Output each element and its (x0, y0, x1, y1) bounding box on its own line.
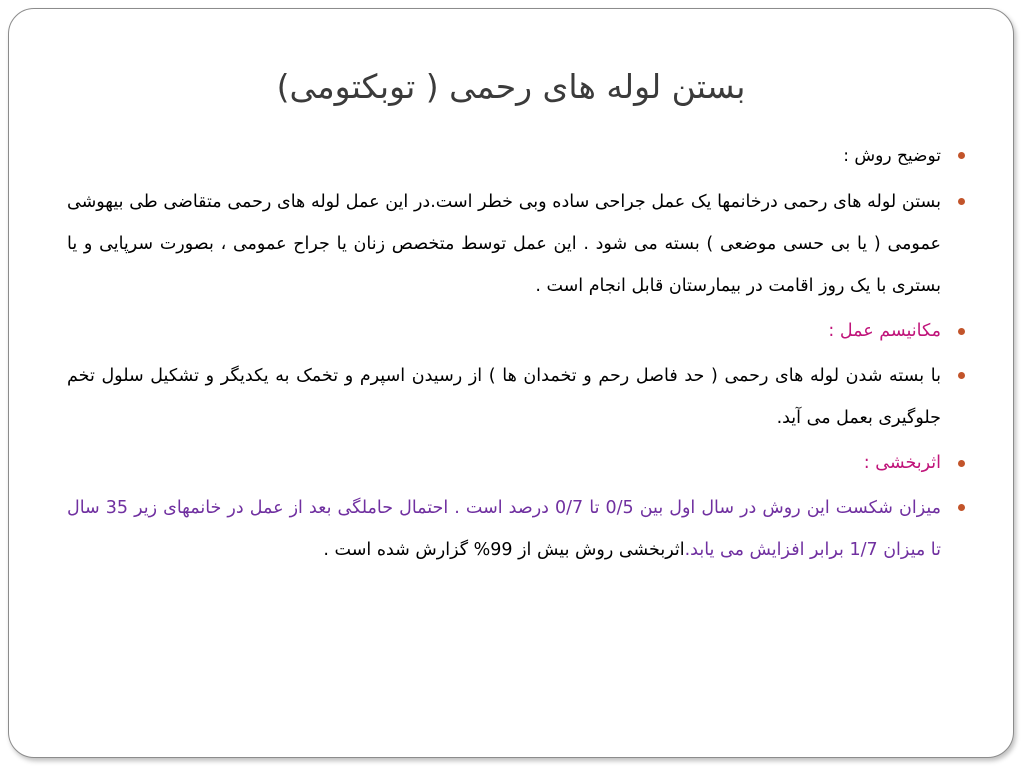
bullet-effectiveness-description (67, 487, 967, 571)
slide-title: بستن لوله های رحمی ( توبکتومی) (276, 67, 746, 106)
bullet-mechanism-description: با بسته شدن لوله های رحمی ( حد فاصل رحم و تخمدان ها ) از رسیدن اسپرم و تخمک به یکدیگر و تشکیل سلول تخم جلوگیری بعمل می آید. (67, 355, 967, 439)
bullet-method-description: بستن لوله های رحمی درخانمها یک عمل جراحی ساده وبی خطر است.در این عمل لوله های رحمی متقاضی طی بیهوشی عمومی ( یا بی حسی موضعی ) بسته می شود . این عمل توسط متخصص زنان یا جراح عمومی ، بصورت سرپایی و یا بستری با یک روز اقامت در بیمارستان قابل انجام است . (67, 181, 967, 307)
bullet-mechanism-heading: مکانیسم عمل : (67, 311, 967, 351)
failure-rate-text: میزان شکست این روش در سال اول بین 0/5 تا 0/7 درصد است . احتمال حاملگی بعد از عمل در خانمهای زیر 35 سال تا میزان 1/7 برابر افزایش می یابد. (67, 498, 942, 560)
slide-frame (8, 8, 1014, 758)
bullet-method-description-heading: توضیح روش : (67, 135, 967, 177)
bullet-effectiveness-heading: اثربخشی : (67, 443, 967, 483)
effectiveness-rate-text: اثربخشی روش بیش از 99% گزارش شده است . (323, 540, 685, 560)
slide-content (67, 135, 967, 575)
